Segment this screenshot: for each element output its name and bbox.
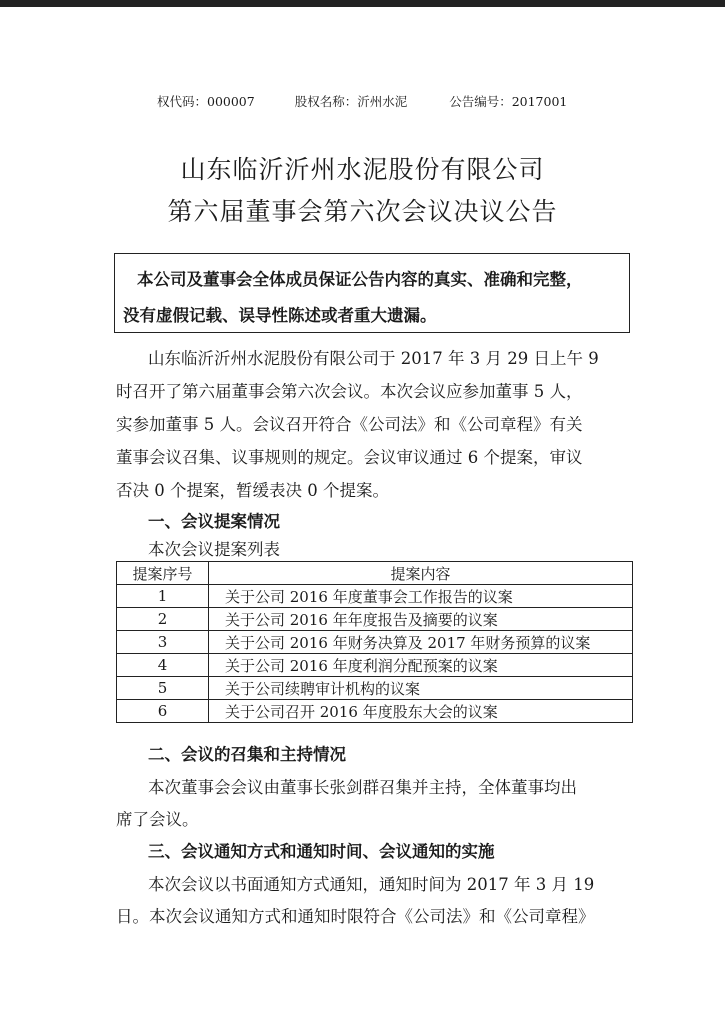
scan-top-edge [0,0,725,7]
table-caption: 本次会议提案列表 [148,540,280,559]
proposal-content: 关于公司 2016 年度董事会工作报告的议案 [209,585,633,608]
proposal-content: 关于公司 2016 年年度报告及摘要的议案 [209,608,633,631]
proposal-content: 关于公司召开 2016 年度股东大会的议案 [209,700,633,723]
table-row [117,654,633,677]
section-line: 席了会议。 [116,810,199,829]
proposal-content: 关于公司 2016 年财务决算及 2017 年财务预算的议案 [209,631,633,654]
intro-line: 山东临沂沂州水泥股份有限公司于 2017 年 3 月 29 日上午 9 [148,349,599,368]
section-heading: 二、会议的召集和主持情况 [148,745,346,764]
notice-line: 没有虚假记载、误导性陈述或者重大遗漏。 [123,306,437,325]
company-title: 山东临沂沂州水泥股份有限公司 [180,155,545,184]
notice-number: 公告编号：2017001 [449,94,568,109]
intro-line: 时召开了第六届董事会第六次会议。本次会议应参加董事 5 人， [116,382,583,401]
intro-line: 实参加董事 5 人。会议召开符合《公司法》和《公司章程》有关 [116,415,583,434]
document-header [157,92,597,110]
section-line: 日。本次会议通知方式和通知时限符合《公司法》和《公司章程》 [116,907,595,926]
section-heading: 一、会议提案情况 [148,512,280,531]
announcement-title: 第六届董事会第六次会议决议公告 [167,197,558,226]
proposal-content: 关于公司续聘审计机构的议案 [209,677,633,700]
section-line: 本次董事会会议由董事长张剑群召集并主持，全体董事均出 [148,778,577,797]
proposal-number: 1 [117,585,209,608]
notice-line: 本公司及董事会全体成员保证公告内容的真实、准确和完整， [137,270,583,289]
section-line: 本次会议以书面通知方式通知，通知时间为 2017 年 3 月 19 [148,875,595,894]
table-row [117,631,633,654]
proposal-table [116,561,633,723]
table-row [117,608,633,631]
column-header: 提案内容 [209,562,633,585]
stock-name: 股权名称：沂州水泥 [294,94,408,109]
table-row [117,585,633,608]
table-row [117,700,633,723]
proposal-number: 4 [117,654,209,677]
proposal-number: 3 [117,631,209,654]
intro-line: 董事会议召集、议事规则的规定。会议审议通过 6 个提案，审议 [116,448,583,467]
proposal-number: 2 [117,608,209,631]
proposal-number: 6 [117,700,209,723]
table-header-row [117,562,633,585]
intro-line: 否决 0 个提案，暂缓表决 0 个提案。 [116,481,389,500]
column-header: 提案序号 [117,562,209,585]
guarantee-notice-box [114,253,630,333]
proposal-content: 关于公司 2016 年度利润分配预案的议案 [209,654,633,677]
proposal-number: 5 [117,677,209,700]
table-row [117,677,633,700]
section-heading: 三、会议通知方式和通知时间、会议通知的实施 [148,842,495,861]
stock-code: 权代码：000007 [157,94,255,109]
